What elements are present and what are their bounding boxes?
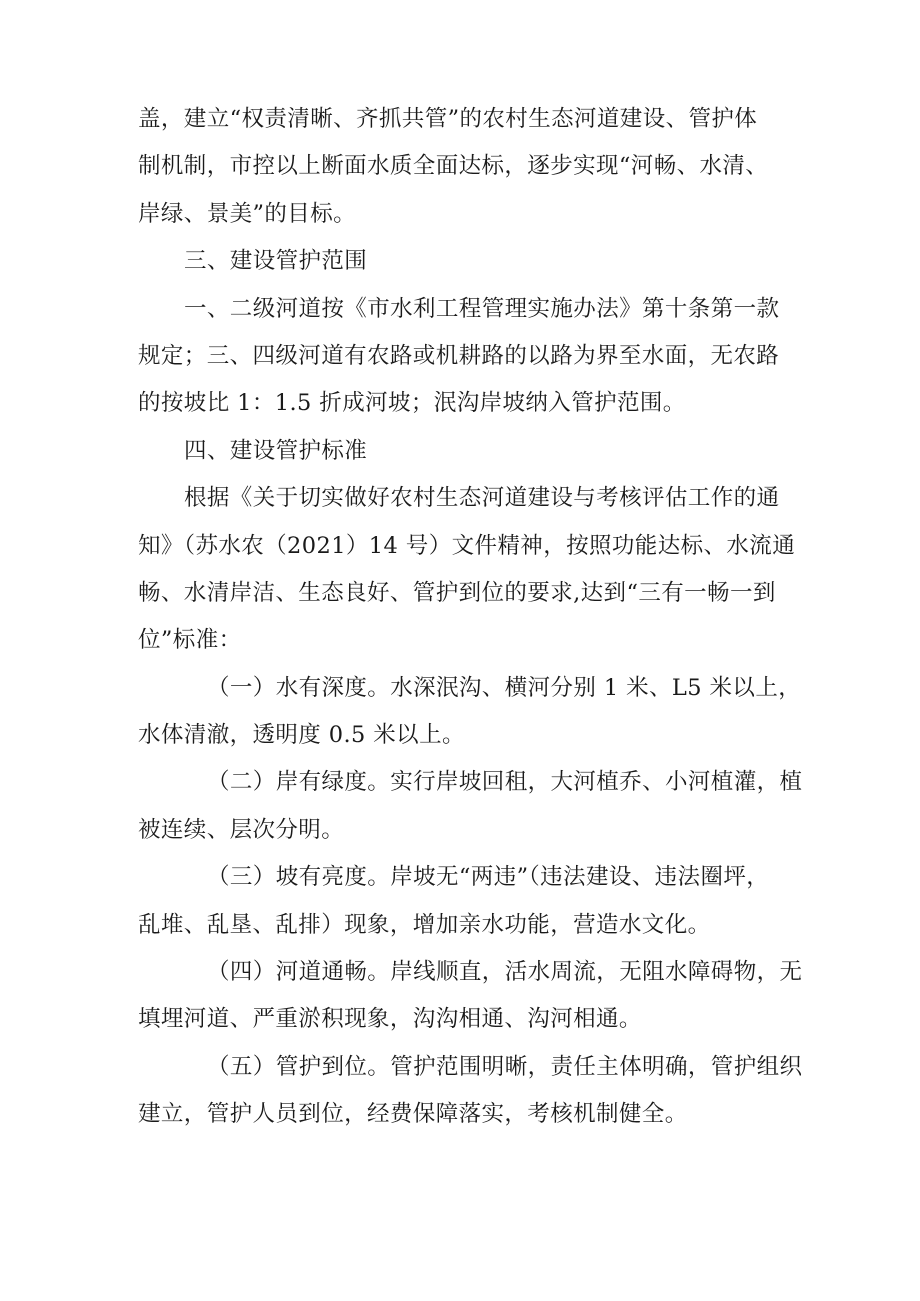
item-4-line-1: （四）河道通畅。岸线顺直，活水周流，无阻水障碍物，无 <box>207 959 803 986</box>
paragraph-goal-line-3: 岸绿、景美”的目标。 <box>138 200 357 227</box>
item-3-line-2: 乱堆、乱垦、乱排）现象，增加亲水功能，营造水文化。 <box>138 911 711 938</box>
item-2-line-2: 被连续、层次分明。 <box>138 816 345 843</box>
paragraph-goal-line-2: 制机制，市控以上断面水质全面达标，逐步实现“河畅、水清、 <box>138 153 769 180</box>
paragraph-scope-line-2: 规定；三、四级河道有农路或机耕路的以路为界至水面，无农路 <box>138 342 780 369</box>
paragraph-scope-line-3: 的按坡比 1：1.5 折成河坡；泯沟岸坡纳入管护范围。 <box>138 390 686 417</box>
paragraph-standard-line-2: 知》（苏水农（2021）14 号）文件精神，按照功能达标、水流通 <box>138 532 796 559</box>
paragraph-standard-line-1: 根据《关于切实做好农村生态河道建设与考核评估工作的通 <box>184 485 780 512</box>
item-1-line-2: 水体清澈，透明度 0.5 米以上。 <box>138 722 465 749</box>
section-heading-scope: 三、建设管护范围 <box>184 248 368 275</box>
item-4-line-2: 填埋河道、严重淤积现象，沟沟相通、沟河相通。 <box>138 1006 642 1033</box>
item-5-line-1: （五）管护到位。管护范围明晰，责任主体明确，管护组织 <box>207 1053 803 1080</box>
paragraph-standard-line-3: 畅、水清岸洁、生态良好、管护到位的要求,达到“三有一畅一到 <box>138 579 776 606</box>
paragraph-standard-line-4: 位”标准： <box>138 627 242 654</box>
item-5-line-2: 建立，管护人员到位，经费保障落实，考核机制健全。 <box>138 1101 688 1128</box>
paragraph-scope-line-1: 一、二级河道按《市水利工程管理实施办法》第十条第一款 <box>184 295 780 322</box>
item-2-line-1: （二）岸有绿度。实行岸坡回租，大河植乔、小河植灌，植 <box>207 769 803 796</box>
item-3-line-1: （三）坡有亮度。岸坡无“两违”（违法建设、违法圈坪， <box>207 864 770 891</box>
document-body <box>138 96 808 1139</box>
paragraph-goal-line-1: 盖，建立“权责清晰、齐抓共管”的农村生态河道建设、管护体 <box>138 106 758 132</box>
section-heading-standard: 四、建设管护标准 <box>184 437 368 464</box>
item-1-line-1: （一）水有深度。水深泯沟、横河分别 1 米、L5 米以上， <box>207 674 802 701</box>
